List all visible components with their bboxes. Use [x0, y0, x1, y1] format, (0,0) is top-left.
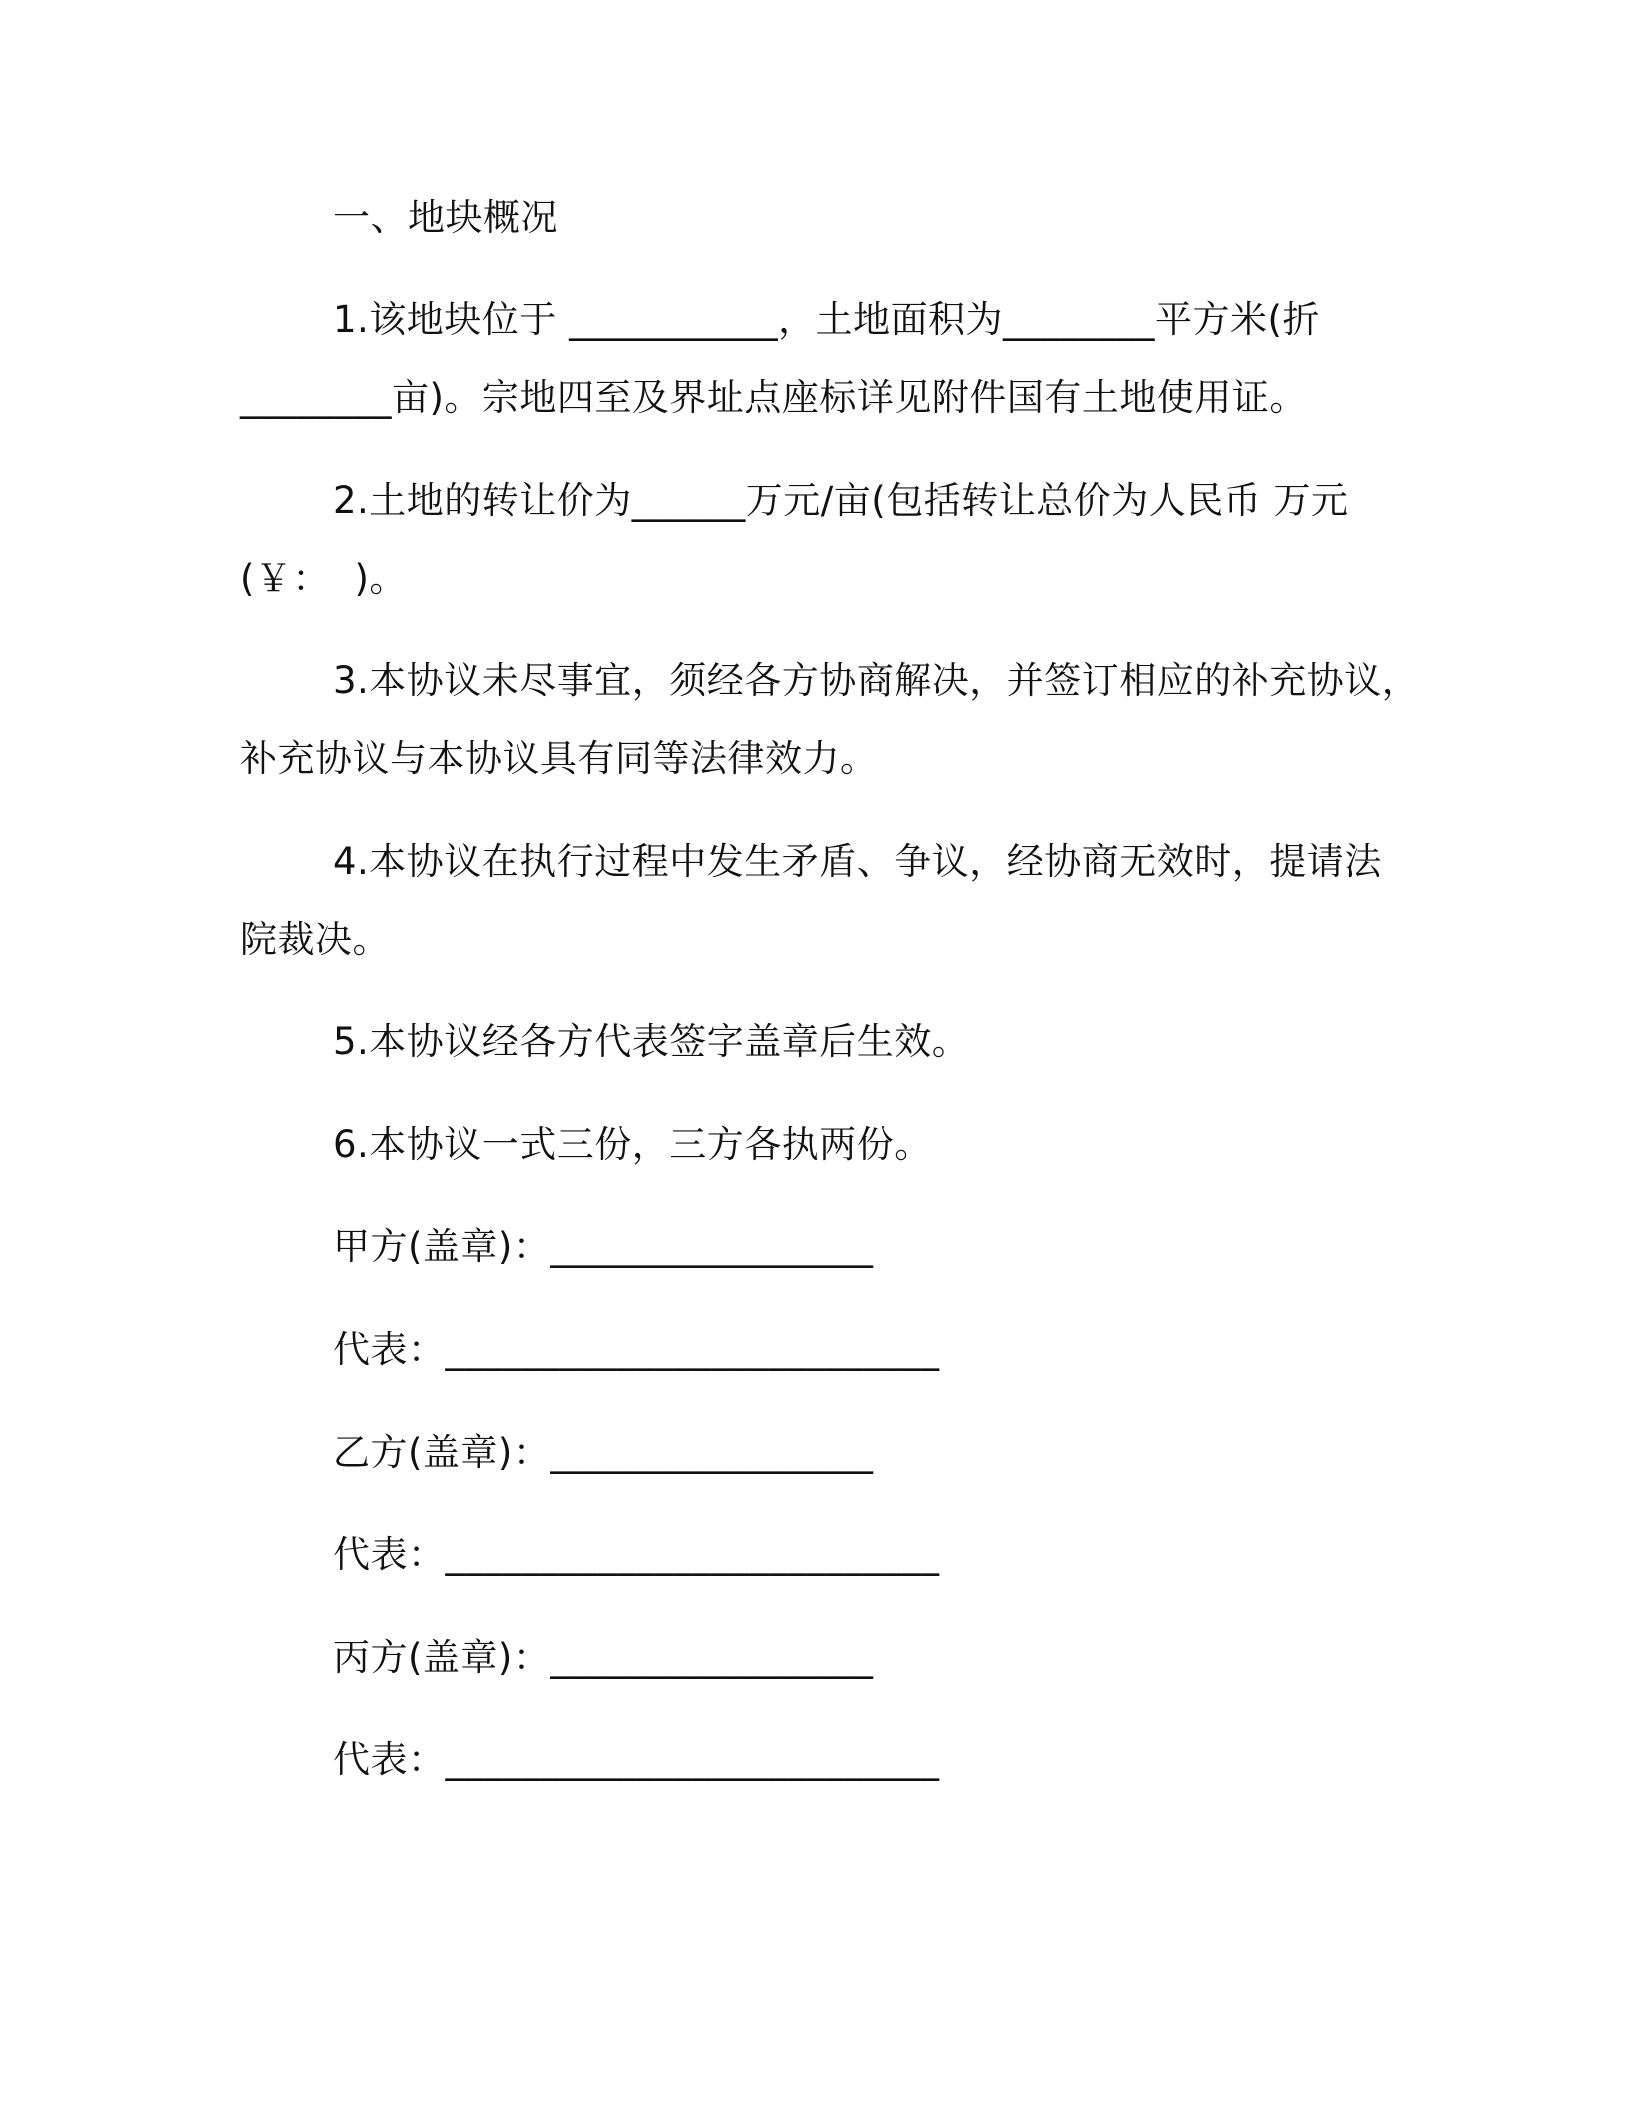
signature-party-b [333, 1429, 873, 1477]
rep-b-blank: __________________________ [445, 1533, 940, 1576]
party-a-blank: _________________ [550, 1225, 874, 1268]
party-b-blank: _________________ [550, 1431, 874, 1474]
signature-rep-c [333, 1736, 940, 1784]
clause-3-line-1: 3.本协议未尽事宜，须经各方协商解决，并签订相应的补充协议， [333, 659, 1420, 702]
section-heading: 一、地块概况 [333, 196, 558, 239]
clause-1-line-1: 1.该地块位于 ___________，土地面积为________平方米(折 [333, 298, 1320, 341]
clause-2-line-2: (￥： )。 [240, 557, 407, 600]
clause-4-line-1: 4.本协议在执行过程中发生矛盾、争议，经协商无效时，提请法 [333, 840, 1382, 883]
signature-party-c [333, 1634, 873, 1682]
party-c-blank: _________________ [550, 1636, 874, 1679]
clause-2-line-1: 2.土地的转让价为______万元/亩(包括转让总价为人民币 万元 [333, 479, 1349, 522]
clause-3-line-2: 补充协议与本协议具有同等法律效力。 [240, 737, 878, 780]
signature-rep-a [333, 1326, 940, 1374]
rep-c-blank: __________________________ [445, 1738, 940, 1781]
clause-5: 5.本协议经各方代表签字盖章后生效。 [333, 1020, 970, 1063]
rep-b-label: 代表： [333, 1533, 446, 1576]
party-c-label: 丙方(盖章)： [333, 1636, 551, 1679]
party-b-label: 乙方(盖章)： [333, 1431, 551, 1474]
signature-party-a [333, 1223, 873, 1271]
clause-6: 6.本协议一式三份，三方各执两份。 [333, 1123, 932, 1166]
rep-a-label: 代表： [333, 1328, 446, 1371]
rep-a-blank: __________________________ [445, 1328, 940, 1371]
signature-rep-b [333, 1531, 940, 1579]
rep-c-label: 代表： [333, 1738, 446, 1781]
clause-1-line-2: ________亩)。宗地四至及界址点座标详见附件国有土地使用证。 [240, 376, 1307, 419]
party-a-label: 甲方(盖章)： [333, 1225, 551, 1268]
clause-4-line-2: 院裁决。 [240, 918, 390, 961]
